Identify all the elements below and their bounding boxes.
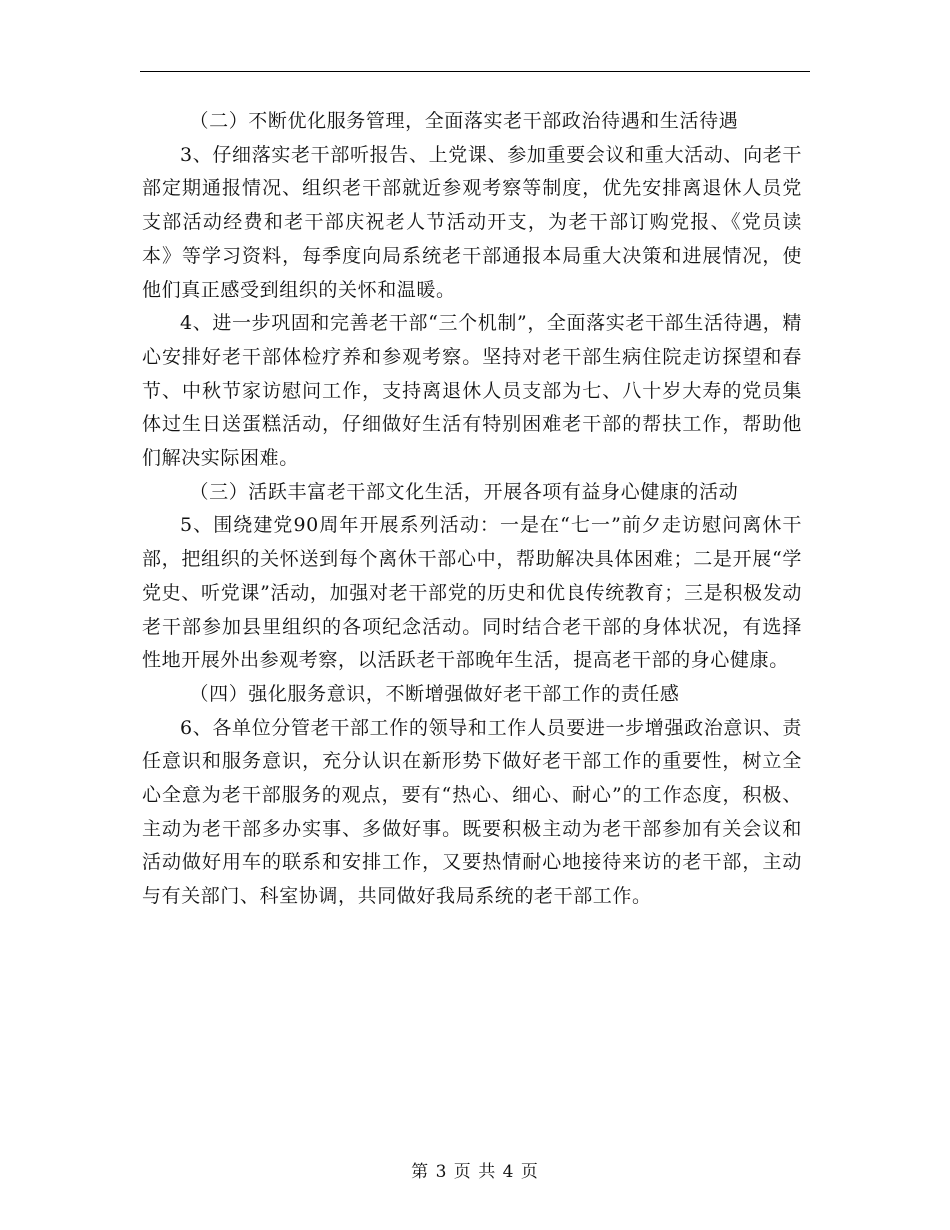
- page-footer: [0, 1157, 950, 1182]
- section-heading-2: （二）不断优化服务管理，全面落实老干部政治待遇和生活待遇: [189, 110, 739, 132]
- page-number: 第 3 页 共 4 页: [411, 1162, 539, 1182]
- paragraph-item-4: 4、进一步巩固和完善老干部“三个机制”，全面落实老干部生活待遇，精心安排好老干部体检疗养和参观考察。坚持对老干部生病住院走访探望和春节、中秋节家访慰问工作，支持离退休人员支部为七、八十岁大寿的党员集体过生日送蛋糕活动，仔细做好生活有特别困难老干部的帮扶工作，帮助他们解决实际困难。: [142, 312, 802, 470]
- section-heading-4: （四）强化服务意识，不断增强做好老干部工作的责任感: [189, 682, 680, 705]
- paragraph-item-5: 5、围绕建党90周年开展系列活动：一是在“七一”前夕走访慰问离休干部，把组织的关怀送到每个离休干部心中，帮助解决具体困难；二是开展“学党史、听党课”活动，加强对老干部党的历史和优良传统教育；三是积极发动老干部参加县里组织的各项纪念活动。同时结合老干部的身体状况，有选择性地开展外出参观考察，以活跃老干部晚年生活，提高老干部的身心健康。: [142, 514, 802, 672]
- document-body: [142, 105, 802, 914]
- header-rule: [140, 71, 810, 72]
- paragraph-item-6: 6、各单位分管老干部工作的领导和工作人员要进一步增强政治意识、责任意识和服务意识，充分认识在新形势下做好老干部工作的重要性，树立全心全意为老干部服务的观点，要有“热心、细心、耐心”的工作态度，积极、主动为老干部多办实事、多做好事。既要积极主动为老干部参加有关会议和活动做好用车的联系和安排工作，又要热情耐心地接待来访的老干部，主动与有关部门、科室协调，共同做好我局系统的老干部工作。: [142, 716, 802, 908]
- section-heading-3: （三）活跃丰富老干部文化生活，开展各项有益身心健康的活动: [189, 480, 739, 503]
- paragraph-item-3: 3、仔细落实老干部听报告、上党课、参加重要会议和重大活动、向老干部定期通报情况、组织老干部就近参观考察等制度，优先安排离退休人员党支部活动经费和老干部庆祝老人节活动开支，为老干部订购党报、《党员读本》等学习资料，每季度向局系统老干部通报本局重大决策和进展情况，使他们真正感受到组织的关怀和温暖。: [142, 143, 802, 301]
